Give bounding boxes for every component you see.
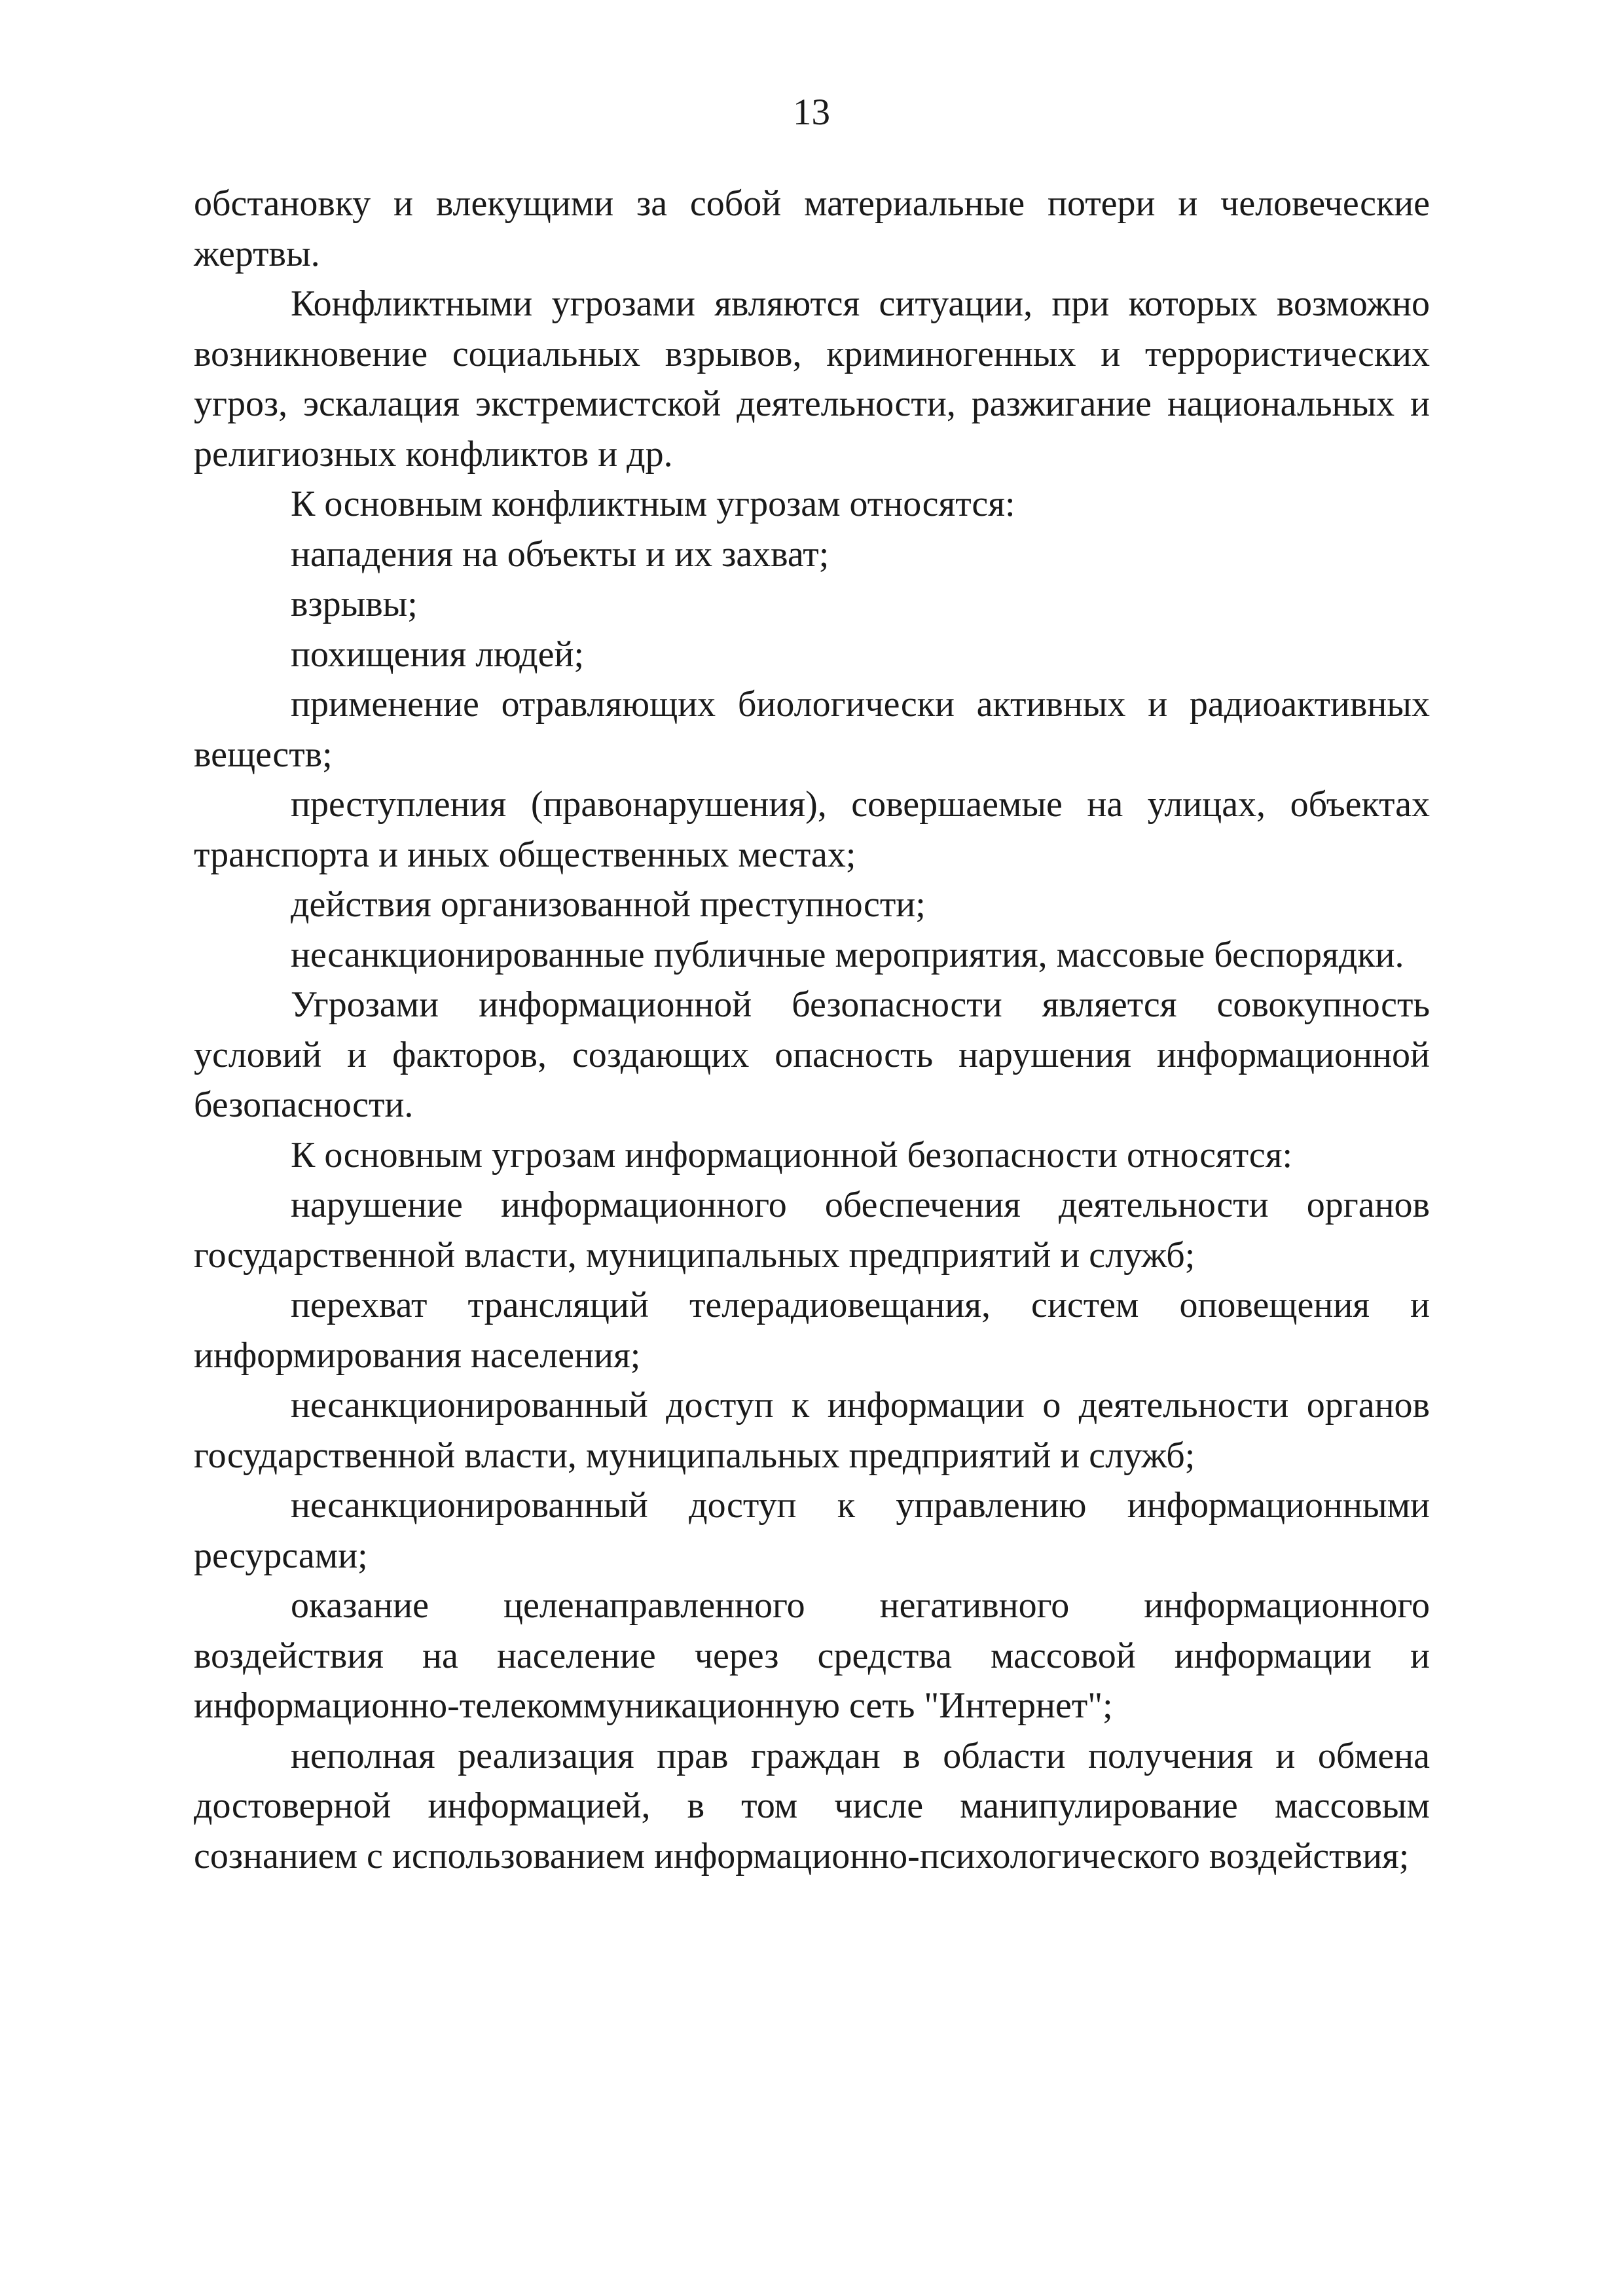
paragraph-info-security-intro: К основным угрозам информационной безопасности относятся: — [291, 1134, 1293, 1175]
paragraph-conflict-threats-intro: К основным конфликтным угрозам относятся: — [291, 484, 1015, 524]
list-item-unauthorized-resource-access: несанкционированный доступ к управлению информационными ресурсами; — [194, 1485, 1430, 1576]
list-item-explosions: взрывы; — [291, 584, 418, 624]
list-item-incomplete-rights: неполная реализация прав граждан в области получения и обмена достоверной информацией, в том числе манипулирование массовым сознанием с использованием информационно-психологического воздействия; — [194, 1735, 1430, 1876]
page-number: 13 — [793, 92, 830, 133]
list-item-kidnappings: похищения людей; — [291, 634, 585, 675]
list-item-organized-crime: действия организованной преступности; — [291, 884, 926, 925]
list-item-broadcast-interception: перехват трансляций телерадиовещания, систем оповещения и информирования населения; — [194, 1285, 1430, 1376]
list-item-attacks: нападения на объекты и их захват; — [291, 533, 830, 575]
paragraph-info-security-definition: Угрозами информационной безопасности является совокупность условий и факторов, создающих опасность нарушения информационной безопасности. — [194, 984, 1430, 1125]
list-item-crimes: преступления (правонарушения), совершаемые на улицах, объектах транспорта и иных общественных местах; — [194, 784, 1430, 875]
list-item-info-support-violation: нарушение информационного обеспечения деятельности органов государственной власти, муниципальных предприятий и служб; — [194, 1185, 1430, 1276]
list-item-toxic-substances: применение отравляющих биологически активных и радиоактивных веществ; — [194, 684, 1430, 775]
paragraph-continuation: обстановку и влекущими за собой материальные потери и человеческие жертвы. — [194, 183, 1430, 274]
list-item-negative-influence: оказание целенаправленного негативного информационного воздействия на население через средства массовой информации и информационно-телекоммуникационную сеть "Интернет"; — [194, 1585, 1430, 1726]
list-item-unauthorized-info-access: несанкционированный доступ к информации о деятельности органов государственной власти, муниципальных предприятий и служб; — [194, 1385, 1430, 1476]
list-item-unsanctioned-events: несанкционированные публичные мероприятия, массовые беспорядки. — [291, 934, 1404, 975]
document-body — [194, 179, 1430, 1881]
paragraph-conflict-threats-definition: Конфликтными угрозами являются ситуации, при которых возможно возникновение социальных взрывов, криминогенных и террористических угроз, эскалация экстремистской деятельности, разжигание национальных и религиозных конфликтов и др. — [194, 283, 1430, 475]
